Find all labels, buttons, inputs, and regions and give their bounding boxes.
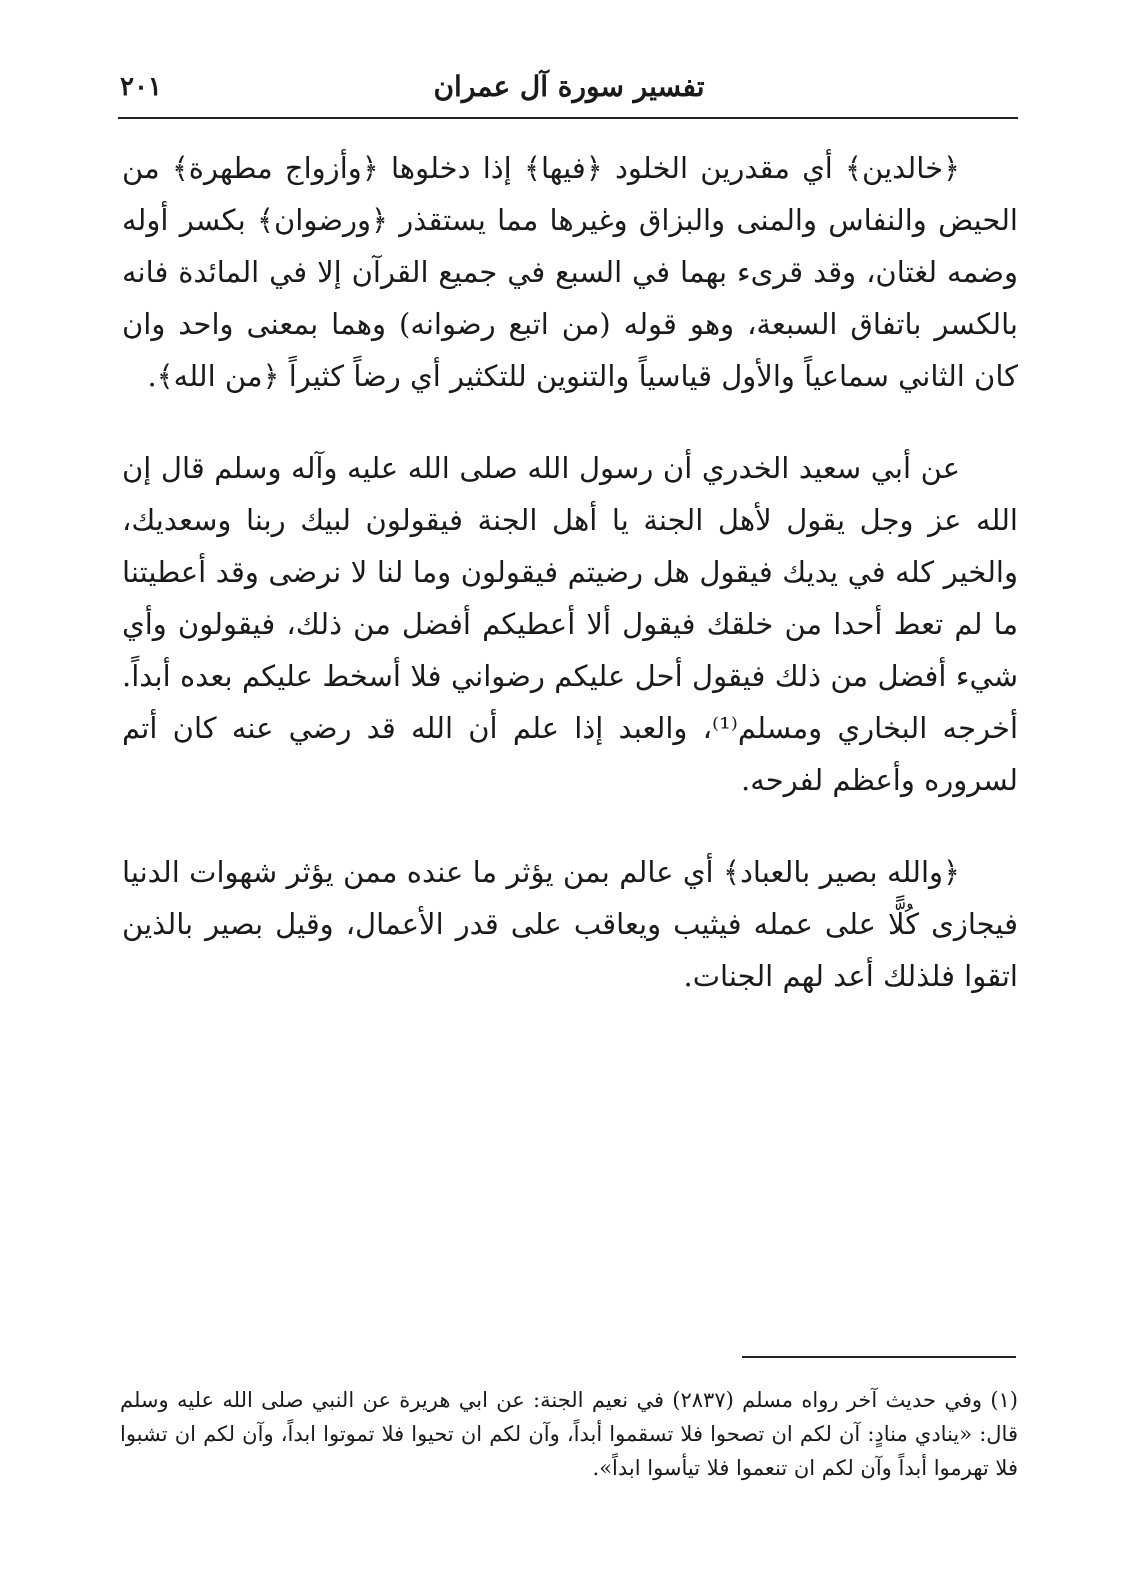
paragraph-2: عن أبي سعيد الخدري أن رسول الله صلى الله عليه وآله وسلم قال إن الله عز وجل يقول لأهل الجنة يا أهل الجنة فيقولون لبيك ربنا وسعديك، والخير كله في يديك فيقول هل رضيتم فيقولون وما لنا لا نرضى وقد أعطيتنا ما لم تعط أحدا من خلقك فيقول ألا أعطيكم أفضل من ذلك، فيقولون وأي شيء أفضل من ذلك فيقول أحل عليكم رضواني فلا أسخط عليكم بعده أبداً. أخرجه البخاري ومسلم⁽¹⁾، والعبد إذا علم أن الله قد رضي عنه كان أتم لسروره وأعظم لفرحه. <box>122 451 1018 797</box>
page-number: ٢٠١ <box>120 72 162 102</box>
footnotes <box>120 1383 1018 1485</box>
paragraph-1: ﴿خالدين﴾ أي مقدرين الخلود ﴿فيها﴾ إذا دخلوها ﴿وأزواج مطهرة﴾ من الحيض والنفاس والمنى والبزاق وغيرها مما يستقذر ﴿ورضوان﴾ بكسر أوله وضمه لغتان، وقد قرىء بهما في السبع في جميع القرآن إلا في المائدة فانه بالكسر باتفاق السبعة، وهو قوله (من اتبع رضوانه) وهما بمعنى واحد وان كان الثاني سماعياً والأول قياسياً والتنوين للتكثير أي رضاً كثيراً ﴿من الله﴾. <box>122 151 1018 393</box>
header-divider <box>118 117 1018 119</box>
running-title: تفسير سورة آل عمران <box>433 70 705 103</box>
paragraph-3: ﴿والله بصير بالعباد﴾ أي عالم بمن يؤثر ما عنده ممن يؤثر شهوات الدنيا فيجازى كُلًّا على عمله فيثيب ويعاقب على قدر الأعمال، وقيل بصير بالذين اتقوا فلذلك أعد لهم الجنات. <box>122 855 1018 993</box>
footnote-1: (١) وفي حديث آخر رواه مسلم (٢٨٣٧) في نعيم الجنة: عن ابي هريرة عن النبي صلى الله عليه وسلم قال: «ينادي منادٍ: آن لكم ان تصحوا فلا تسقموا أبداً، وآن لكم ان تحيوا فلا تموتوا ابداً، وآن لكم ان تشبوا فلا تهرموا أبداً وآن لكم ان تنعموا فلا تيأسوا ابداً». <box>120 1388 1018 1480</box>
footnote-divider <box>742 1356 1016 1358</box>
main-text <box>122 142 1018 1002</box>
page-header <box>120 68 1018 108</box>
